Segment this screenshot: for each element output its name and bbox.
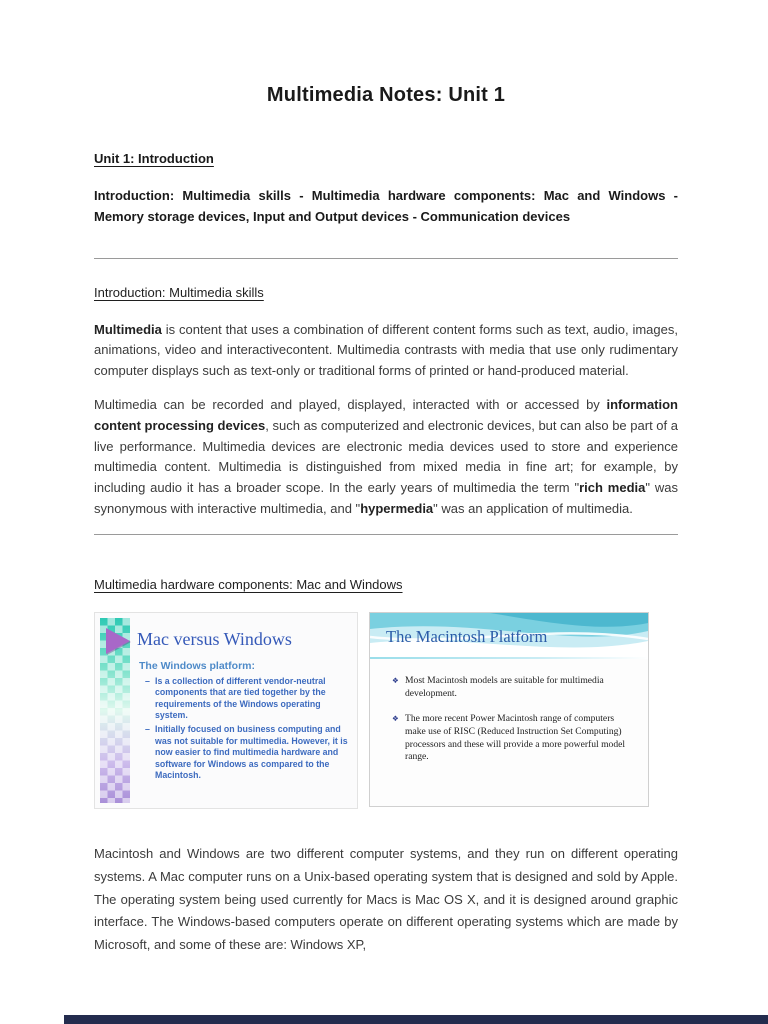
bullet-text: The more recent Power Macintosh range of computers make use of RISC (Reduced Instruction Set Computing) processors and these will provide a more powerful model range. <box>405 712 626 763</box>
paragraph-multimedia-devices <box>94 395 678 520</box>
slide-bullet <box>392 713 634 765</box>
paragraph-text: " was an application of multimedia. <box>433 500 633 516</box>
paragraph-text: Multimedia can be recorded and played, displayed, interacted with or accessed by <box>94 396 607 412</box>
section-divider <box>94 534 678 535</box>
next-page-edge <box>64 1015 768 1024</box>
paragraph-text: , such as computerized and electronic devices, but can also be part of a live performance. Multimedia devices are electronic media devices used to store and experience multimedia content. Multimedia is distinguished from mixed media in fine art; for example, by including audio it has a broader scope. In the early years of multimedia the term " <box>94 417 678 496</box>
bold-term-multimedia: Multimedia <box>94 321 162 337</box>
slide-bullet <box>145 676 349 722</box>
paragraph-text: is content that uses a combination of different content forms such as text, audio, images, animations, video and interactivecontent. Multimedia contrasts with media that use only rudimentary computer displays such as text-only or traditional forms of printed or hand-produced material. <box>94 321 678 379</box>
slide-title: The Macintosh Platform <box>386 626 548 646</box>
section-heading-introduction: Introduction: Multimedia skills <box>94 284 264 300</box>
slides-row <box>94 612 678 809</box>
slide-body <box>392 675 634 777</box>
bold-term-processing-devices: information content processing devices <box>94 396 678 433</box>
syllabus-paragraph: Introduction: Multimedia skills - Multimedia hardware components: Mac and Windows - Memory storage devices, Input and Output devices - Communication devices <box>94 188 678 224</box>
bullet-text: Most Macintosh models are suitable for multimedia development. <box>405 674 604 699</box>
bullet-text: Initially focused on business computing and was not suitable for multimedia. However, it is now easier to find multimedia hardware and software for Windows as compared to the Macintosh. <box>155 724 348 781</box>
dash-bullet-icon: – <box>145 724 150 735</box>
document-title: Multimedia Notes: Unit 1 <box>266 84 506 106</box>
paragraph-text: " was synonymous with interactive multimedia, and " <box>94 480 678 516</box>
dash-bullet-icon: – <box>145 675 150 686</box>
diamond-bullet-icon: ❖ <box>392 675 399 685</box>
slide-subtitle: The Windows platform: <box>139 659 255 672</box>
slide-macintosh-platform <box>369 612 649 807</box>
section-heading-hardware: Multimedia hardware components: Mac and Windows <box>94 576 403 592</box>
slide-bullet <box>145 724 349 781</box>
bold-term-hypermedia: hypermedia <box>360 500 434 516</box>
play-triangle-icon <box>106 628 130 654</box>
paragraph-mac-vs-windows-os: Macintosh and Windows are two different computer systems, and they run on different operating systems. A Mac computer runs on a Unix-based operating system that is designed and sold by Apple. The operating system being used currently for Macs is Mac OS X, and it is designed around graphic interface. The Windows-based computers operate on different operating systems which are made by Microsoft, and some of these are: Windows XP, <box>94 845 678 953</box>
slide-title: Mac versus Windows <box>137 628 292 649</box>
bold-term-rich-media: rich media <box>579 480 646 496</box>
section-divider <box>94 258 678 259</box>
slide-mac-versus-windows <box>94 612 358 809</box>
diamond-bullet-icon: ❖ <box>392 713 399 723</box>
bullet-text: Is a collection of different vendor-neutral components that are tied together by the requirements of the Windows operating system. <box>155 675 326 721</box>
title-underline-decoration <box>370 657 648 659</box>
paragraph-multimedia-definition <box>94 320 678 382</box>
slide-bullet <box>392 675 634 701</box>
slide-body <box>139 660 349 785</box>
document-content <box>0 84 768 957</box>
unit-heading: Unit 1: Introduction <box>94 151 214 166</box>
